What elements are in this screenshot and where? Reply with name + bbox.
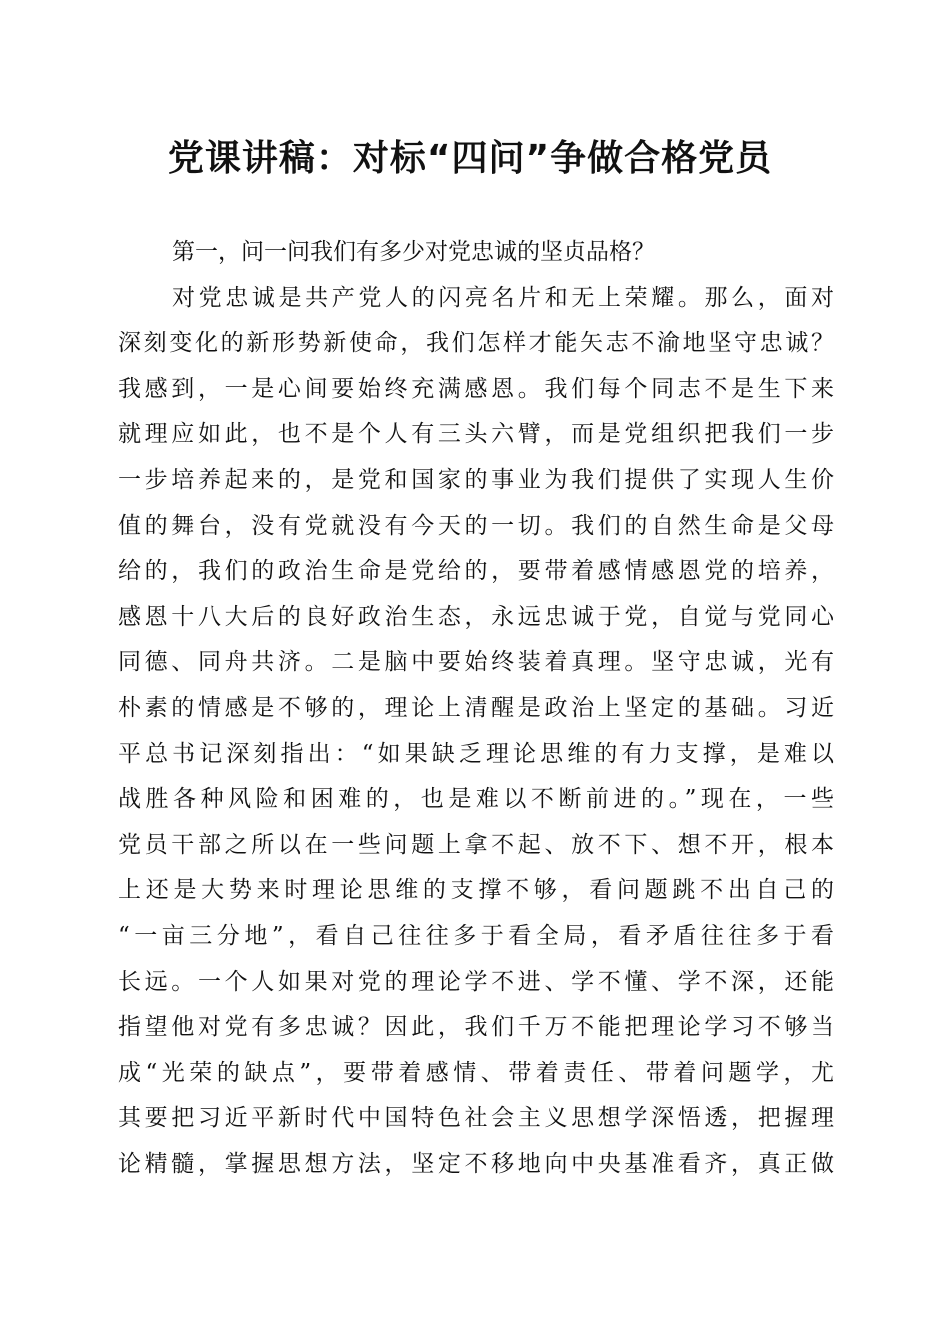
paragraph-line: 同德、同舟共济。二是脑中要始终装着真理。坚守忠诚，光有 bbox=[118, 649, 834, 676]
paragraph-line: 我感到，一是心间要始终充满感恩。我们每个同志不是生下来 bbox=[118, 375, 834, 402]
paragraph-line: 长远。一个人如果对党的理论学不进、学不懂、学不深，还能 bbox=[118, 968, 834, 995]
paragraph-line: 平总书记深刻指出：“如果缺乏理论思维的有力支撑，是难以 bbox=[118, 740, 834, 767]
paragraph-line: 其要把习近平新时代中国特色社会主义思想学深悟透，把握理 bbox=[118, 1105, 834, 1132]
paragraph-line: 朴素的情感是不够的，理论上清醒是政治上坚定的基础。习近 bbox=[118, 694, 834, 721]
paragraph-line: 值的舞台，没有党就没有今天的一切。我们的自然生命是父母 bbox=[118, 512, 834, 539]
document-body bbox=[118, 230, 834, 1187]
paragraph-line: “一亩三分地”，看自己往往多于看全局，看矛盾往往多于看 bbox=[118, 922, 834, 949]
paragraph-line: 党员干部之所以在一些问题上拿不起、放不下、想不开，根本 bbox=[118, 831, 834, 858]
paragraph-line: 上还是大势来时理论思维的支撑不够，看问题跳不出自己的 bbox=[118, 877, 834, 904]
paragraph-line: 战胜各种风险和困难的，也是难以不断前进的。”现在，一些 bbox=[118, 786, 834, 813]
paragraph-line: 指望他对党有多忠诚？因此，我们千万不能把理论学习不够当 bbox=[118, 1014, 834, 1041]
paragraph-line: 成“光荣的缺点”，要带着感情、带着责任、带着问题学，尤 bbox=[118, 1059, 834, 1086]
paragraph-line: 感恩十八大后的良好政治生态，永远忠诚于党，自觉与党同心 bbox=[118, 603, 834, 630]
paragraph-line: 就理应如此，也不是个人有三头六臂，而是党组织把我们一步 bbox=[118, 421, 834, 448]
paragraph-line: 论精髓，掌握思想方法，坚定不移地向中央基准看齐，真正做 bbox=[118, 1150, 834, 1177]
paragraph-line: 深刻变化的新形势新使命，我们怎样才能矢志不渝地坚守忠诚？ bbox=[118, 330, 834, 357]
paragraph-line: 一步培养起来的，是党和国家的事业为我们提供了实现人生价 bbox=[118, 466, 834, 493]
section-heading: 第一，问一问我们有多少对党忠诚的坚贞品格？ bbox=[172, 239, 655, 265]
paragraph-line: 对党忠诚是共产党人的闪亮名片和无上荣耀。那么，面对 bbox=[172, 284, 834, 311]
document-title: 党课讲稿：对标“四问”争做合格党员 bbox=[167, 138, 773, 179]
paragraph-line: 给的，我们的政治生命是党给的，要带着感情感恩党的培养， bbox=[118, 558, 834, 585]
